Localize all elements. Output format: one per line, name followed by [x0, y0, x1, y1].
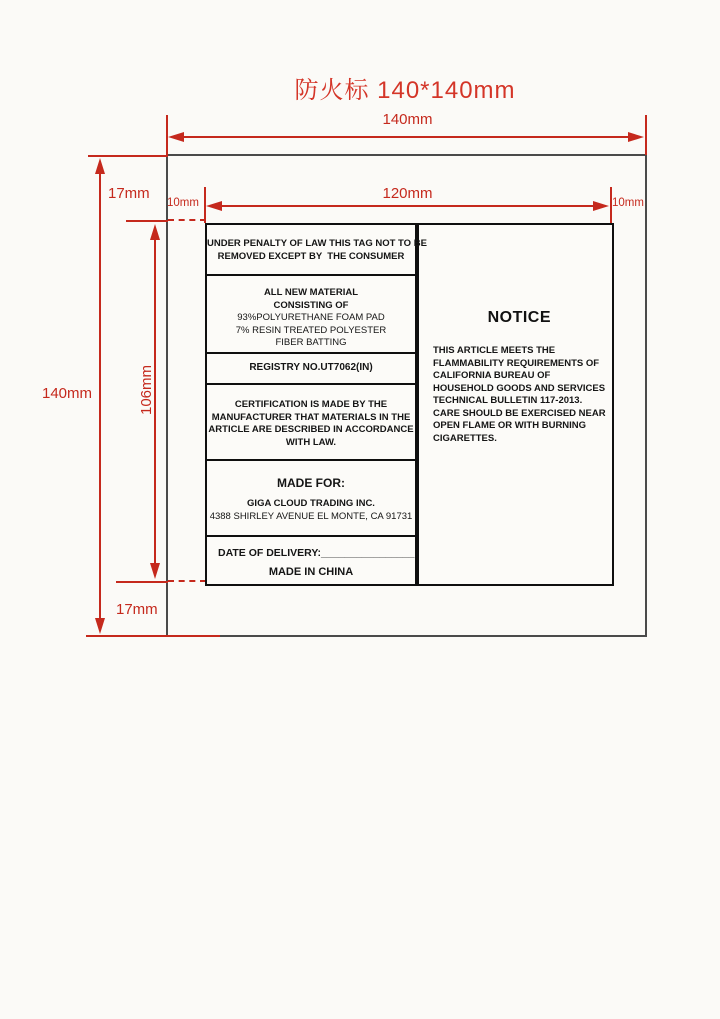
notice-line: CARE SHOULD BE EXERCISED NEAR — [433, 407, 606, 419]
date-section — [207, 537, 415, 584]
notice-panel — [419, 225, 614, 584]
dim-bottom-margin-label: 17mm — [116, 601, 158, 618]
dim-inner-tick-right — [610, 187, 612, 223]
dim-left-margin-label: 10mm — [167, 197, 199, 209]
penalty-line: REMOVED EXCEPT BY THE CONSUMER — [217, 250, 405, 262]
dim-106-ext-top — [126, 220, 168, 222]
dim-overall-width-label: 140mm — [382, 111, 433, 128]
notice-line: TECHNICAL BULLETIN 117-2013. — [433, 395, 583, 406]
arrowhead-right-icon — [628, 132, 644, 142]
dim-inner-width-label: 120mm — [382, 185, 433, 202]
notice-line: FLAMMABILITY REQUIREMENTS OF — [433, 357, 600, 369]
material-section — [207, 276, 415, 354]
dim-inner-width-line — [220, 205, 595, 207]
dim-left-ext-bottom — [86, 635, 220, 637]
arrowhead-down-icon — [150, 563, 160, 579]
made-for-heading: MADE FOR: — [277, 476, 345, 490]
notice-body — [433, 345, 606, 445]
registry-number: REGISTRY NO.UT7062(IN) — [249, 362, 373, 374]
dim-left-ext-top — [88, 155, 168, 157]
material-line: ALL NEW MATERIAL — [263, 287, 359, 298]
dim-inner-height-label: 106mm — [138, 364, 155, 416]
notice-line: CALIFORNIA BUREAU OF — [433, 370, 551, 381]
dim-106-ext-bottom — [116, 581, 168, 583]
dim-106-ext-top-dashed — [168, 219, 206, 221]
dim-top-line — [182, 136, 630, 138]
certification-section — [207, 385, 415, 461]
material-line: FIBER BATTING — [275, 337, 347, 348]
notice-line: HOUSEHOLD GOODS AND SERVICES — [433, 382, 606, 394]
page-title: 防火标 140*140mm — [294, 77, 516, 104]
company-address: 4388 SHIRLEY AVENUE EL MONTE, CA 91731 — [209, 510, 413, 522]
notice-line: CIGARETTES. — [433, 432, 497, 444]
certification-line: CERTIFICATION IS MADE BY THE — [234, 399, 388, 410]
fire-label — [205, 223, 614, 586]
material-line: 93%POLYURETHANE FOAM PAD — [237, 312, 385, 323]
certification-line: MANUFACTURER THAT MATERIALS IN THE — [211, 411, 411, 423]
material-line: 7% RESIN TREATED POLYESTER — [235, 324, 387, 336]
dim-top-tick-right — [645, 115, 647, 155]
registry-section — [207, 354, 415, 385]
label-left-column — [207, 225, 427, 584]
company-name: GIGA CLOUD TRADING INC. — [247, 498, 375, 509]
arrowhead-down-icon — [95, 618, 105, 634]
date-of-delivery: DATE OF DELIVERY:________________ — [218, 547, 415, 559]
dim-overall-height-label: 140mm — [41, 385, 93, 402]
dim-top-margin-label: 17mm — [108, 185, 150, 202]
arrowhead-right-icon — [593, 201, 609, 211]
notice-heading: NOTICE — [487, 309, 552, 326]
certification-line: WITH LAW. — [285, 436, 337, 448]
notice-line: THIS ARTICLE MEETS THE — [433, 345, 556, 356]
dim-106-ext-bottom-dashed — [168, 580, 206, 582]
notice-line: OPEN FLAME OR WITH BURNING — [433, 420, 587, 431]
penalty-line: UNDER PENALTY OF LAW THIS TAG NOT TO BE — [207, 238, 427, 249]
dim-right-margin-label: 10mm — [612, 197, 644, 209]
certification-line: ARTICLE ARE DESCRIBED IN ACCORDANCE — [208, 424, 414, 435]
material-line: CONSISTING OF — [273, 299, 349, 311]
made-for-section — [207, 461, 415, 537]
made-in-country: MADE IN CHINA — [268, 566, 354, 578]
penalty-section — [207, 225, 427, 276]
